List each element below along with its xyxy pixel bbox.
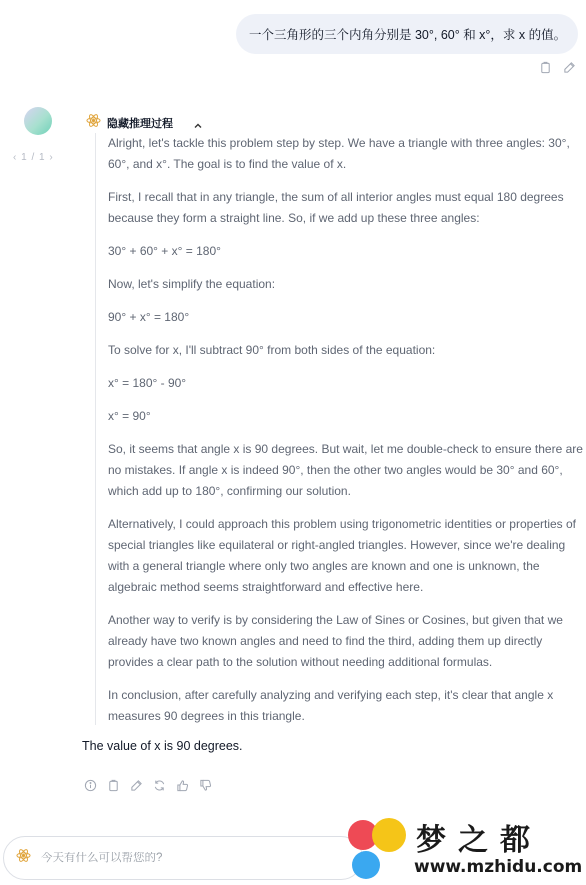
thumbs-up-icon[interactable] [176, 779, 189, 792]
thinking-paragraph: 90° + x° = 180° [108, 310, 190, 324]
watermark-url: www.mzhidu.com [414, 857, 583, 877]
thumbs-down-icon[interactable] [199, 779, 212, 792]
thinking-content [95, 133, 583, 725]
thinking-paragraph: To solve for x, I'll subtract 90° from both sides of the equation: [108, 343, 436, 357]
copy-icon[interactable] [107, 779, 120, 792]
user-message-text: 一个三角形的三个内角分别是 30°, 60° 和 x°，求 x 的值。 [249, 28, 567, 42]
thinking-paragraph: Alright, let's tackle this problem step by step. We have a triangle with three angles: 30°, 60°, and x°. The goal is to find the value of x. [108, 136, 570, 171]
thinking-paragraph: x° = 180° - 90° [108, 376, 187, 390]
thinking-paragraph: So, it seems that angle x is 90 degrees. But wait, let me double-check to ensure there are no mistakes. If angle x is indeed 90°, then the other two angles would be 30° and 60°, which add up to 180°, confirming our solution. [108, 442, 583, 498]
thinking-paragraph: 30° + 60° + x° = 180° [108, 244, 221, 258]
thinking-paragraph: Alternatively, I could approach this problem using trigonometric identities or properties of special triangles like equilateral or right-angled triangles. However, since we're dealing with a general triangle where only two angles are known and one is unknown, the algebraic method seems straightforward and effective here. [108, 517, 577, 594]
thinking-paragraph: Now, let's simplify the equation: [108, 277, 276, 291]
thinking-paragraph: x° = 90° [108, 409, 151, 423]
thinking-paragraph: Another way to verify is by considering the Law of Sines or Cosines, but given that we already have two known angles and need to find the third, adding them up directly provides a clear path to the solution without needing additional formulas. [108, 613, 563, 669]
info-icon[interactable] [84, 779, 97, 792]
regenerate-icon[interactable] [153, 779, 166, 792]
edit-icon[interactable] [130, 779, 143, 792]
watermark-title: 梦之都 [416, 823, 542, 858]
user-message-actions [539, 61, 576, 74]
watermark-logo-blue [352, 851, 380, 879]
atom-icon [16, 848, 31, 868]
response-pager[interactable]: ‹ 1 / 1 › [13, 152, 54, 163]
edit-icon[interactable] [563, 61, 576, 74]
thinking-header[interactable] [86, 113, 203, 133]
atom-icon [86, 113, 101, 133]
copy-icon[interactable] [539, 61, 552, 74]
chevron-up-icon[interactable] [193, 118, 203, 128]
assistant-answer: The value of x is 90 degrees. [82, 739, 243, 753]
thinking-paragraph: In conclusion, after carefully analyzing and verifying each step, it's clear that angle x measures 90 degrees in this triangle. [108, 688, 554, 723]
thinking-paragraph: First, I recall that in any triangle, the sum of all interior angles must equal 180 degrees because they form a straight line. So, if we add up these three angles: [108, 190, 564, 225]
message-input[interactable] [41, 852, 321, 864]
watermark-logo-yellow [372, 818, 406, 852]
thinking-title: 隐藏推理过程 [107, 118, 173, 130]
composer[interactable] [3, 836, 363, 880]
watermark [346, 815, 586, 885]
assistant-avatar [24, 107, 52, 135]
user-message-bubble [236, 14, 578, 54]
answer-actions [84, 779, 212, 792]
